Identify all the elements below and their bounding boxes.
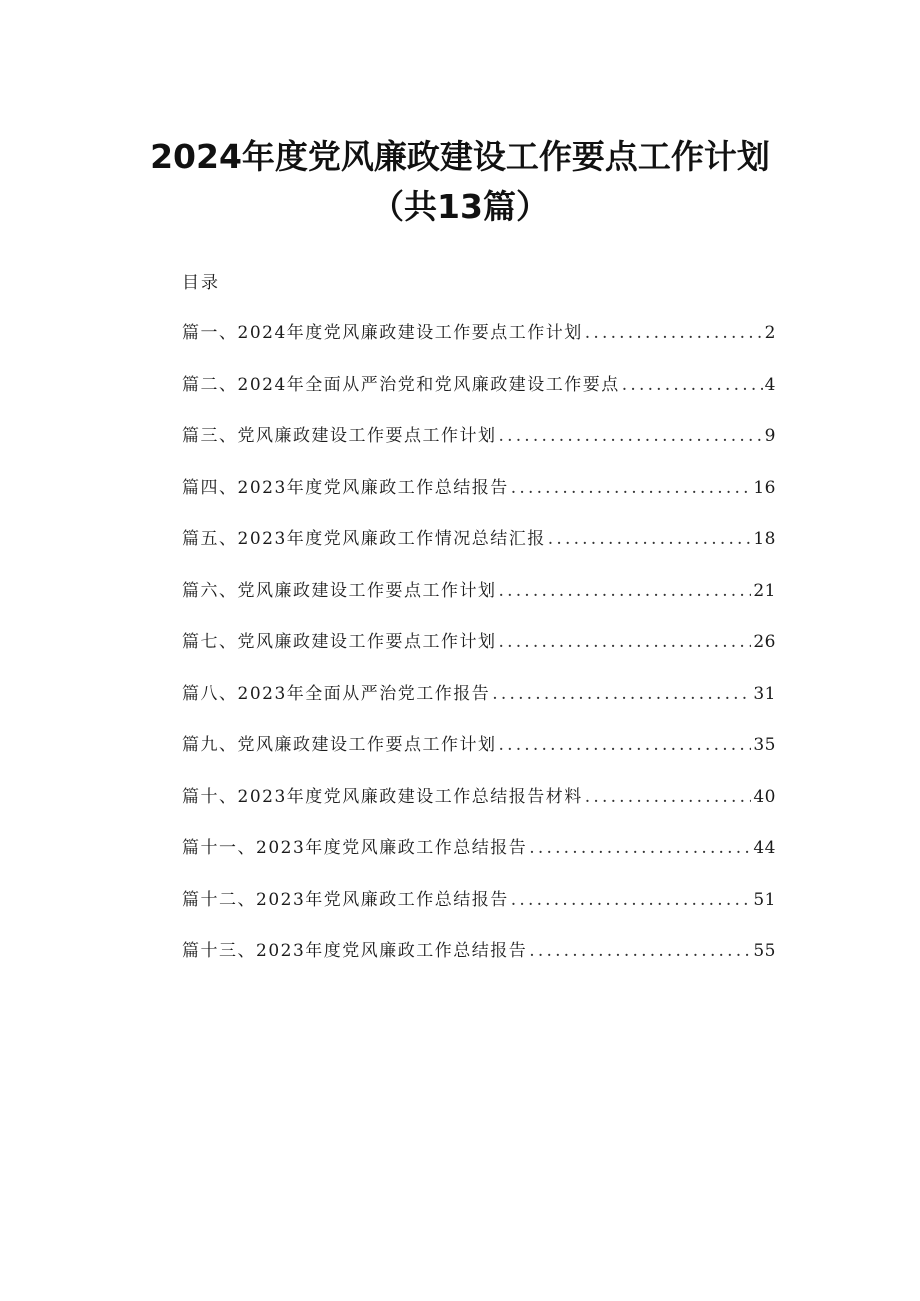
toc-leader-dots: [511, 475, 752, 501]
toc-leader-dots: [548, 526, 752, 552]
title-line-1: 2024年度党风廉政建设工作要点工作计划: [150, 137, 770, 176]
toc-leader-dots: [499, 423, 763, 449]
toc-entry-page: 35: [753, 735, 776, 755]
toc-leader-dots: [529, 938, 751, 964]
toc-entry[interactable]: [182, 475, 776, 527]
toc-entry-page: 4: [764, 374, 776, 395]
toc-entry-title: 篇十三、2023年度党风廉政工作总结报告: [182, 941, 528, 961]
toc-leader-dots: [499, 578, 752, 604]
toc-entry-title: 篇四、2023年度党风廉政工作总结报告: [182, 477, 509, 498]
toc-entry[interactable]: [182, 372, 776, 424]
toc-leader-dots: [585, 320, 763, 346]
toc-entry-page: 21: [753, 580, 776, 601]
toc-entry[interactable]: [182, 784, 776, 836]
toc-entry-page: 2: [764, 323, 776, 343]
toc-entry-title: 篇五、2023年度党风廉政工作情况总结汇报: [182, 529, 546, 549]
toc-entry[interactable]: [182, 423, 776, 475]
document-title: [0, 132, 920, 232]
toc-entry-page: 40: [753, 786, 776, 807]
toc-entry[interactable]: [182, 887, 776, 939]
toc-entry[interactable]: [182, 835, 776, 887]
toc-entry[interactable]: [182, 681, 776, 733]
toc-entry-page: 26: [753, 632, 776, 652]
toc-entry-page: 44: [753, 838, 776, 858]
toc-entry-title: 篇十一、2023年度党风廉政工作总结报告: [182, 838, 528, 858]
toc-leader-dots: [622, 372, 763, 398]
toc-entry-title: 篇二、2024年全面从严治党和党风廉政建设工作要点: [182, 374, 620, 395]
toc-entry-title: 篇八、2023年全面从严治党工作报告: [182, 683, 491, 704]
toc-entry-page: 31: [753, 683, 776, 704]
toc-leader-dots: [492, 681, 751, 707]
toc-entry[interactable]: [182, 526, 776, 578]
toc-leader-dots: [511, 887, 752, 913]
toc-entry[interactable]: [182, 629, 776, 681]
toc-entry-title: 篇九、党风廉政建设工作要点工作计划: [182, 735, 497, 755]
toc-entry-title: 篇六、党风廉政建设工作要点工作计划: [182, 580, 497, 601]
toc-leader-dots: [529, 835, 751, 861]
toc-leader-dots: [585, 784, 752, 810]
toc-entry-page: 16: [753, 477, 776, 498]
toc-entry-page: 18: [753, 529, 776, 549]
toc-leader-dots: [499, 732, 752, 758]
toc-entry-title: 篇三、党风廉政建设工作要点工作计划: [182, 426, 497, 446]
toc-label: 目录: [182, 273, 220, 293]
toc-entry-page: 51: [753, 889, 776, 910]
table-of-contents: [182, 320, 776, 990]
toc-entry-page: 9: [764, 426, 776, 446]
toc-entry[interactable]: [182, 320, 776, 372]
toc-entry-title: 篇一、2024年度党风廉政建设工作要点工作计划: [182, 323, 583, 343]
toc-entry[interactable]: [182, 578, 776, 630]
toc-entry[interactable]: [182, 938, 776, 990]
title-line-2: （共13篇）: [371, 187, 549, 226]
toc-entry-page: 55: [753, 941, 776, 961]
toc-entry-title: 篇七、党风廉政建设工作要点工作计划: [182, 632, 497, 652]
toc-entry-title: 篇十、2023年度党风廉政建设工作总结报告材料: [182, 786, 583, 807]
toc-entry-title: 篇十二、2023年党风廉政工作总结报告: [182, 889, 509, 910]
toc-leader-dots: [499, 629, 752, 655]
toc-entry[interactable]: [182, 732, 776, 784]
